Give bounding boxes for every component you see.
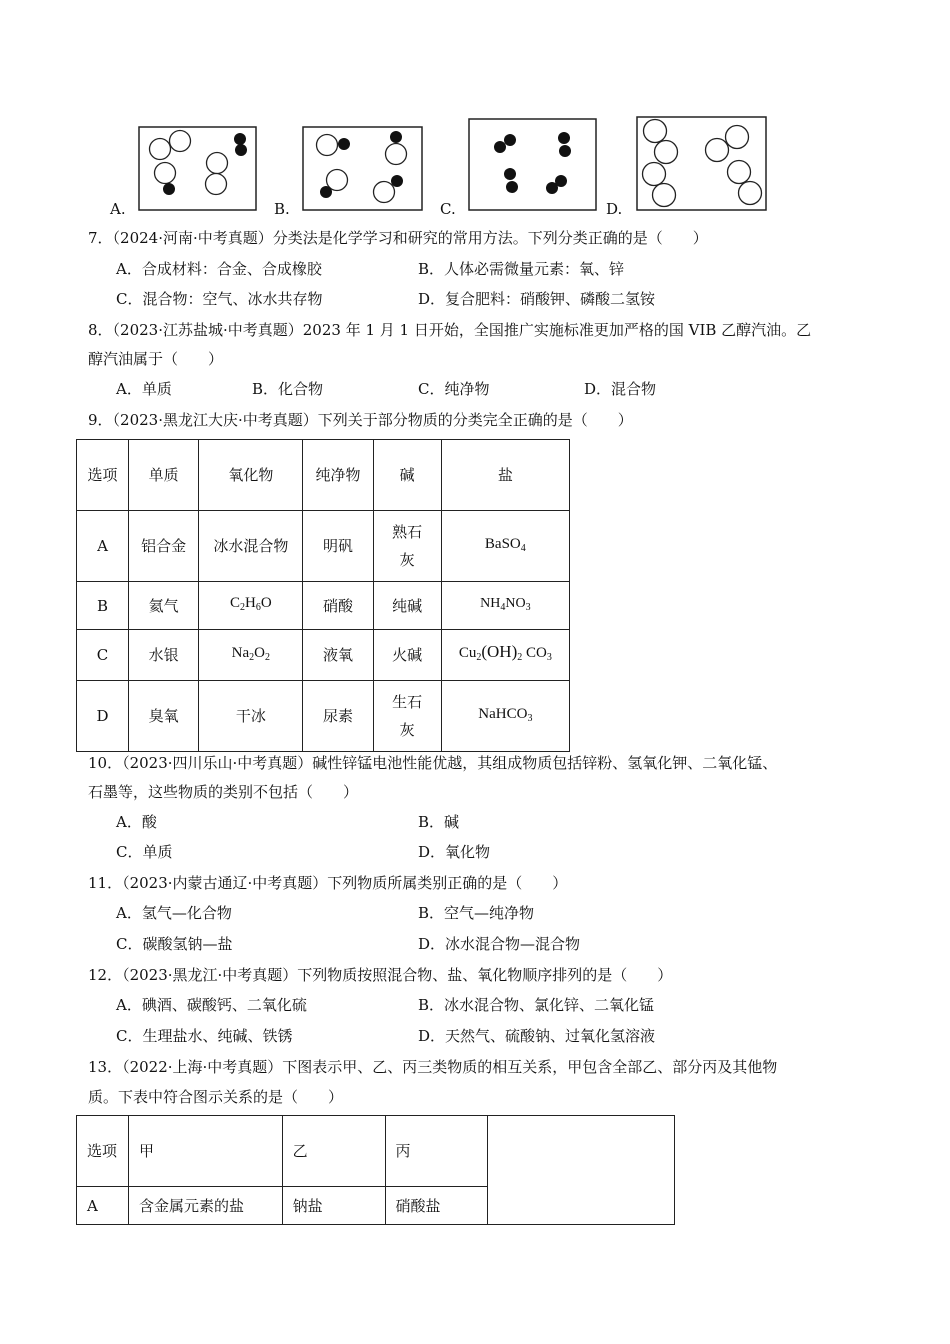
q9-header-oxide: 氧化物 — [199, 440, 303, 511]
q13-table — [76, 1115, 675, 1225]
q13-diagram-cell — [488, 1116, 675, 1225]
q9-row-c-oxide: $Na_2O_2$ — [199, 630, 303, 681]
q6-option-a-label[interactable]: A. — [110, 200, 126, 218]
q6-diagram-c — [468, 118, 598, 212]
q9-row-a-pure: 明矾 — [303, 511, 373, 582]
q13-header-option: 选项 — [77, 1116, 129, 1187]
q9-row-d-oxide: 干冰 — [199, 681, 303, 752]
q10-option-a[interactable]: A．酸 — [116, 813, 157, 831]
q9-row-d-elemental: 臭氧 — [129, 681, 199, 752]
q13-stem-line1: 13．（2022·上海·中考真题）下图表示甲、乙、丙三类物质的相互关系，甲包含全部乙、部分丙及其他物 — [88, 1058, 778, 1076]
q9-row-d-pure: 尿素 — [303, 681, 373, 752]
q9-row-c-elemental: 水银 — [129, 630, 199, 681]
q9-header-base: 碱 — [373, 440, 441, 511]
q10-option-d[interactable]: D．氧化物 — [418, 843, 491, 861]
q11-option-d[interactable]: D．冰水混合物—混合物 — [418, 935, 581, 953]
q9-row-d-salt: NaHCO$_3$ — [441, 681, 569, 752]
q9-row-b-pure: 硝酸 — [303, 582, 373, 630]
q8-option-a[interactable]: A．单质 — [116, 380, 172, 398]
q9-row-d-base: 生石灰 — [373, 681, 441, 752]
q9-row-c-base: 火碱 — [373, 630, 441, 681]
q8-stem-line1: 8．（2023·江苏盐城·中考真题）2023 年 1 月 1 日开始，全国推广实施标准更加严格的国 VIB 乙醇汽油。乙 — [88, 321, 812, 339]
q12-option-a[interactable]: A．碘酒、碳酸钙、二氧化硫 — [116, 996, 307, 1014]
q6-diagram-d — [636, 116, 768, 212]
q10-option-b[interactable]: B．碱 — [418, 813, 460, 831]
q9-header-pure: 纯净物 — [303, 440, 373, 511]
q6-diagram-b — [302, 126, 424, 212]
q11-option-b[interactable]: B．空气—纯净物 — [418, 904, 535, 922]
q7-option-b[interactable]: B．人体必需微量元素：氧、锌 — [418, 260, 625, 278]
q12-option-d[interactable]: D．天然气、硫酸钠、过氧化氢溶液 — [418, 1027, 656, 1045]
q13-row-a-option[interactable]: A — [77, 1187, 129, 1225]
q12-option-b[interactable]: B．冰水混合物、氯化锌、二氧化锰 — [418, 996, 655, 1014]
q11-stem: 11．（2023·内蒙古通辽·中考真题）下列物质所属类别正确的是（ ） — [88, 874, 568, 892]
q11-option-a[interactable]: A．氢气—化合物 — [116, 904, 232, 922]
q7-stem: 7．（2024·河南·中考真题）分类法是化学学习和研究的常用方法。下列分类正确的是（ ） — [88, 229, 708, 247]
q9-header-salt: 盐 — [441, 440, 569, 511]
q8-option-d[interactable]: D．混合物 — [584, 380, 657, 398]
table-row — [77, 681, 570, 752]
q13-header-yi: 乙 — [282, 1116, 385, 1187]
table-row — [77, 582, 570, 630]
q9-row-a-option[interactable]: A — [77, 511, 129, 582]
q9-row-b-salt: $NH_4NO_3$ — [441, 582, 569, 630]
q9-row-c-pure: 液氧 — [303, 630, 373, 681]
q6-option-c-label[interactable]: C. — [440, 200, 456, 218]
q9-row-c-salt: $Cu_2(OH)_2$ $CO_3$ — [441, 630, 569, 681]
q9-row-d-option[interactable]: D — [77, 681, 129, 752]
q9-row-a-oxide: 冰水混合物 — [199, 511, 303, 582]
q13-row-a-yi: 钠盐 — [282, 1187, 385, 1225]
table-row — [77, 511, 570, 582]
q7-option-d[interactable]: D．复合肥料：硝酸钾、磷酸二氢铵 — [418, 290, 656, 308]
q12-stem: 12．（2023·黑龙江·中考真题）下列物质按照混合物、盐、氧化物顺序排列的是（ ） — [88, 966, 673, 984]
q9-row-b-oxide: $C_2H_6O$ — [199, 582, 303, 630]
q13-header-bing: 丙 — [385, 1116, 488, 1187]
q9-row-b-elemental: 氦气 — [129, 582, 199, 630]
q9-row-c-option[interactable]: C — [77, 630, 129, 681]
q13-header-jia: 甲 — [128, 1116, 282, 1187]
q13-header-row — [77, 1116, 675, 1187]
q12-option-c[interactable]: C．生理盐水、纯碱、铁锈 — [116, 1027, 293, 1045]
q9-row-b-option[interactable]: B — [77, 582, 129, 630]
q9-header-option: 选项 — [77, 440, 129, 511]
q9-row-b-base: 纯碱 — [373, 582, 441, 630]
q13-stem-line2: 质。下表中符合图示关系的是（ ） — [88, 1088, 344, 1106]
q8-option-c[interactable]: C．纯净物 — [418, 380, 490, 398]
q7-option-c[interactable]: C．混合物：空气、冰水共存物 — [116, 290, 323, 308]
q13-row-a-bing: 硝酸盐 — [385, 1187, 488, 1225]
q10-stem-line2: 石墨等，这些物质的类别不包括（ ） — [88, 783, 359, 801]
table-row — [77, 630, 570, 681]
q9-row-a-salt: BaSO$_4$ — [441, 511, 569, 582]
q9-row-a-elemental: 铝合金 — [129, 511, 199, 582]
q7-option-a[interactable]: A．合成材料：合金、合成橡胶 — [116, 260, 322, 278]
q10-option-c[interactable]: C．单质 — [116, 843, 173, 861]
q6-option-b-label[interactable]: B. — [274, 200, 290, 218]
q10-stem-line1: 10．（2023·四川乐山·中考真题）碱性锌锰电池性能优越，其组成物质包括锌粉、氢氧化钾、二氧化锰、 — [88, 754, 778, 772]
q13-row-a-jia: 含金属元素的盐 — [128, 1187, 282, 1225]
q8-option-b[interactable]: B．化合物 — [252, 380, 324, 398]
q9-stem: 9．（2023·黑龙江大庆·中考真题）下列关于部分物质的分类完全正确的是（ ） — [88, 411, 633, 429]
q8-stem-line2: 醇汽油属于（ ） — [88, 350, 224, 368]
q6-diagram-a — [138, 126, 258, 212]
q9-row-a-base: 熟石灰 — [373, 511, 441, 582]
q9-table — [76, 439, 570, 752]
q9-header-row — [77, 440, 570, 511]
q11-option-c[interactable]: C．碳酸氢钠—盐 — [116, 935, 233, 953]
q6-option-d-label[interactable]: D. — [606, 200, 623, 218]
q9-header-elemental: 单质 — [129, 440, 199, 511]
